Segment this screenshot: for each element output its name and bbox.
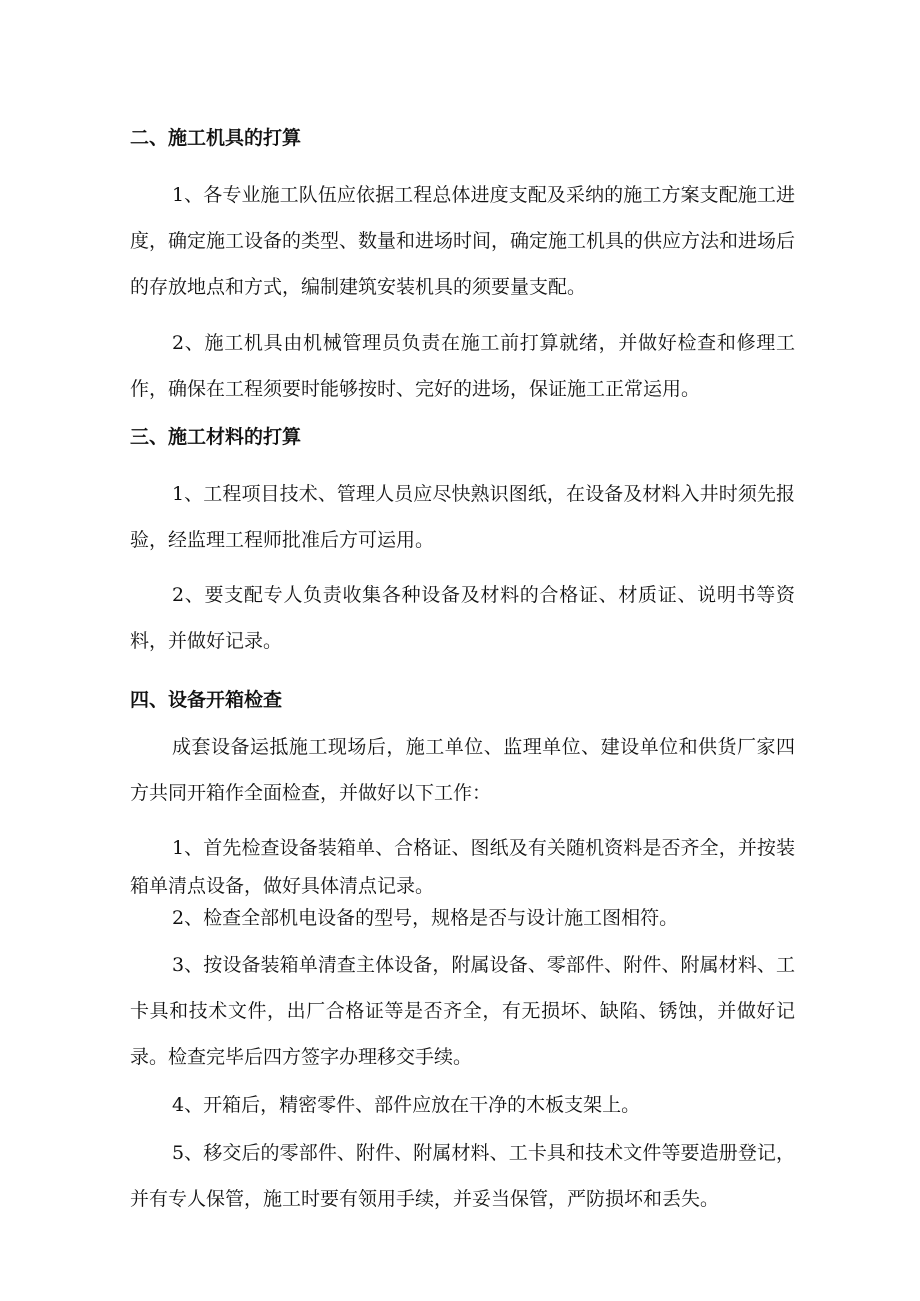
paragraph-text: 2、要支配专人负责收集各种设备及材料的合格证、材质证、说明书等资料，并做好记录。 [130,584,795,652]
paragraph [130,1130,795,1222]
section-heading-2: 二、施工机具的打算 [130,127,302,149]
section-heading-3: 三、施工材料的打算 [130,426,302,448]
paragraph-text: 4、开箱后，精密零件、部件应放在干净的木板支架上。 [172,1094,641,1116]
paragraph [130,724,795,816]
paragraph-text: 2、检查全部机电设备的型号，规格是否与设计施工图相符。 [172,907,679,929]
paragraph [130,320,795,412]
section-heading-4: 四、设备开箱检查 [130,689,283,711]
paragraph-text: 5、移交后的零部件、附件、附属材料、工卡具和技术文件等要造册登记，并有专人保管，施工时要有领用手续，并妥当保管，严防损坏和丢失。 [130,1142,795,1210]
paragraph-text: 1、首先检查设备装箱单、合格证、图纸及有关随机资料是否齐全，并按装箱单清点设备，做好具体清点记录。 [130,837,795,897]
paragraph [130,172,795,310]
paragraph [130,899,795,937]
paragraph-text: 成套设备运抵施工现场后，施工单位、监理单位、建设单位和供货厂家四方共同开箱作全面检查，并做好以下工作： [130,736,795,804]
paragraph [130,942,795,1080]
paragraph-text: 3、按设备装箱单清查主体设备，附属设备、零部件、附件、附属材料、工卡具和技术文件，出厂合格证等是否齐全，有无损坏、缺陷、锈蚀，并做好记录。检查完毕后四方签字办理移交手续。 [130,954,795,1068]
paragraph [130,1082,795,1128]
paragraph [130,829,795,905]
paragraph [130,471,795,563]
paragraph-text: 1、工程项目技术、管理人员应尽快熟识图纸，在设备及材料入井时须先报验，经监理工程师批准后方可运用。 [130,483,795,551]
paragraph [130,572,795,664]
paragraph-text: 2、施工机具由机械管理员负责在施工前打算就绪，并做好检查和修理工作，确保在工程须要时能够按时、完好的进场，保证施工正常运用。 [130,332,795,400]
paragraph-text: 1、各专业施工队伍应依据工程总体进度支配及采纳的施工方案支配施工进度，确定施工设备的类型、数量和进场时间，确定施工机具的供应方法和进场后的存放地点和方式，编制建筑安装机具的须要量支配。 [130,184,796,298]
